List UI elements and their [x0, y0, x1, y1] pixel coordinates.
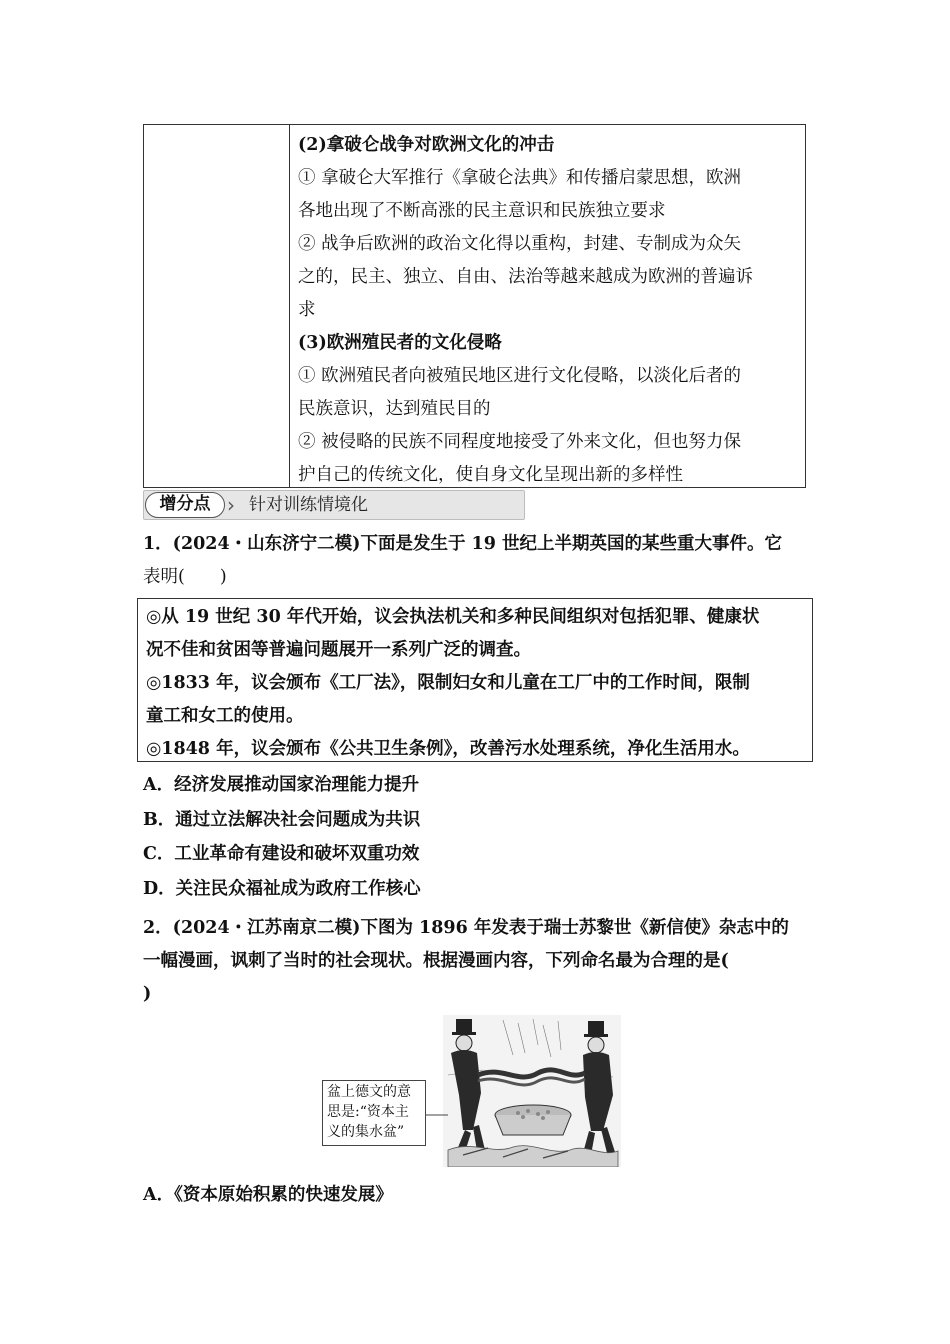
table-line: ① 欧洲殖民者向被殖民地区进行文化侵略，以淡化后者的: [298, 366, 742, 386]
option-b[interactable]: B．通过立法解决社会问题成为共识: [143, 809, 421, 830]
table-left-column: [144, 125, 290, 487]
option-a[interactable]: A．经济发展推动国家治理能力提升: [143, 775, 420, 795]
question-1: [143, 528, 808, 594]
question-2-option-a[interactable]: A．《资本原始积累的快速发展》: [143, 1185, 393, 1205]
caption-pointer: [426, 1110, 448, 1120]
table-line: ① 拿破仑大军推行《拿破仑法典》和传播启蒙思想，欧洲: [298, 168, 742, 188]
question-2-stem-line2: 一幅漫画，讽刺了当时的社会现状。根据漫画内容，下列命名最为合理的是(: [143, 951, 729, 971]
material-line: ◎从 19 世纪 30 年代开始，议会执法机关和多种民间组织对包括犯罪、健康状: [146, 607, 760, 627]
chevron-right-icon: ›: [227, 493, 235, 517]
question-2-stem-line1: 2．(2024・江苏南京二模)下图为 1896 年发表于瑞士苏黎世《新信使》杂志中的: [143, 918, 789, 938]
table-line: 之的，民主、独立、自由、法治等越来越成为欧洲的普遍诉: [298, 267, 753, 287]
material-line: 童工和女工的使用。: [146, 706, 304, 726]
table-line: 护自己的传统文化，使自身文化呈现出新的多样性: [298, 465, 683, 485]
table-right-column: [290, 125, 805, 492]
question-1-stem-text: 1．(2024・山东济宁二模)下面是发生于 19 世纪上半期英国的某些重大事件。它: [143, 534, 782, 554]
table-line: 各地出现了不断高涨的民主意识和民族独立要求: [298, 201, 666, 221]
content-table: [143, 124, 806, 488]
table-line: (3)欧洲殖民者的文化侵略: [298, 333, 502, 353]
material-line: ◎1833 年，议会颁布《工厂法》，限制妇女和儿童在工厂中的工作时间，限制: [146, 673, 750, 693]
table-line: 求: [298, 300, 316, 320]
table-line: (2)拿破仑战争对欧洲文化的冲击: [298, 135, 555, 155]
section-title: 针对训练情境化: [249, 495, 368, 515]
question-1-stem-line1: [143, 528, 808, 561]
material-line: ◎1848 年，议会颁布《公共卫生条例》，改善污水处理系统，净化生活用水。: [146, 739, 750, 759]
section-header: [143, 490, 525, 520]
question-1-stem-line2: 表明( ): [143, 567, 227, 587]
option-d[interactable]: D．关注民众福祉成为政府工作核心: [143, 878, 421, 899]
option-c[interactable]: C．工业革命有建设和破坏双重功效: [143, 844, 420, 864]
material-line: 况不佳和贫困等普遍问题展开一系列广泛的调查。: [146, 640, 531, 660]
caption-line: 义的集水盆”: [327, 1124, 405, 1140]
table-line: ② 战争后欧洲的政治文化得以重构，封建、专制成为众矢: [298, 234, 742, 254]
caption-line: 盆上德文的意: [327, 1084, 411, 1100]
cartoon-caption: [322, 1080, 426, 1146]
caption-line: 思是:“资本主: [327, 1104, 409, 1120]
table-line: ② 被侵略的民族不同程度地接受了外来文化，但也努力保: [298, 432, 742, 452]
question-2: [143, 912, 808, 1011]
section-tag: 增分点: [145, 492, 225, 518]
cartoon-illustration: [443, 1015, 621, 1167]
question-1-options: [143, 768, 421, 906]
question-2-stem-line3: ): [143, 984, 152, 1004]
table-line: 民族意识，达到殖民目的: [298, 399, 491, 419]
question-1-material-box: [137, 598, 813, 762]
